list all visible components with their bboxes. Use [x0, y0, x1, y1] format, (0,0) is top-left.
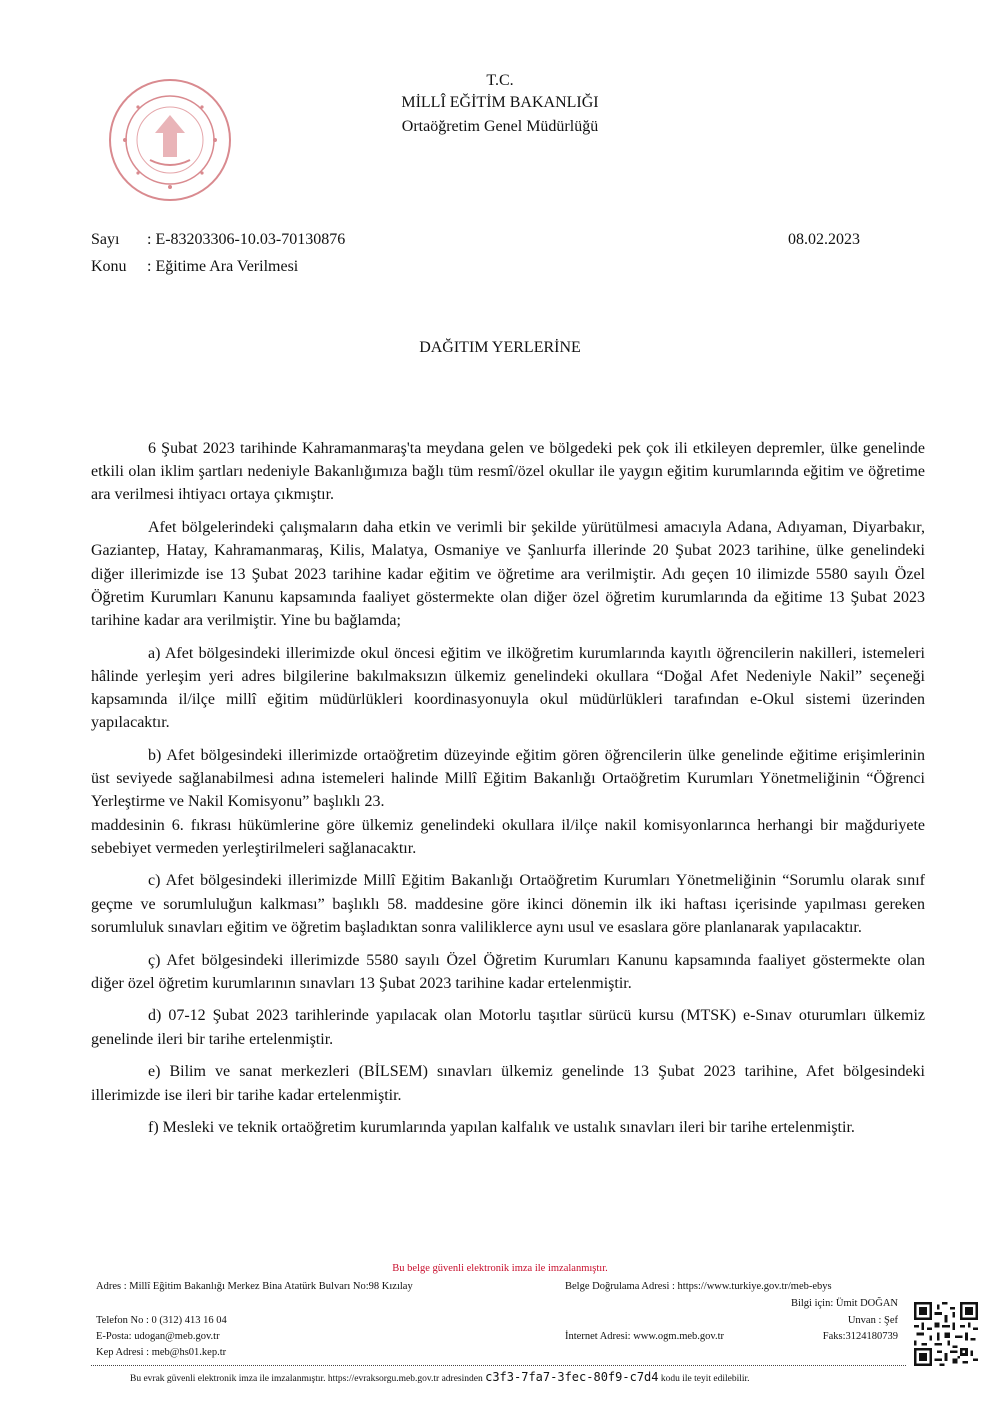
qr-code-icon [914, 1302, 978, 1366]
footer-email[interactable]: E-Posta: udogan@meb.gov.tr [96, 1331, 220, 1342]
footer-verification-line [130, 1369, 750, 1387]
item-e: e) Bilim ve sanat merkezleri (BİLSEM) sınavları ülkemiz genelinde 13 Şubat 2023 tarihine, Afet bölgesindeki illerimizde ise ileri bir tarihe kadar ertelenmiştir. [91, 1063, 925, 1104]
footer-title: Unvan : Şef [847, 1315, 898, 1326]
verification-code: c3f3-7fa7-3fec-80f9-c7d4 [485, 1370, 659, 1384]
distribution-title: DAĞITIM YERLERİNE [419, 339, 581, 356]
header-department: Ortaöğretim Genel Müdürlüğü [401, 118, 599, 135]
item-cc: ç) Afet bölgesindeki illerimizde 5580 sayılı Özel Öğretim Kurumları Kanunu kapsamında faaliyet göstermekte olan diğer özel öğretim kurumlarının sınavları 13 Şubat 2023 tarihine kadar ertelenmiştir. [91, 951, 925, 992]
sayi-value: : E-83203306-10.03-70130876 [147, 231, 346, 248]
item-b-part2: maddesinin 6. fıkrası hükümlerine göre ülkemiz genelindeki okullara il/ilçe nakil komisyonlarınca herhangi bir mağduriyete sebebiyet vermeden yerleştirilmeleri sağlanacaktır. [91, 816, 925, 857]
konu-label: Konu [91, 258, 127, 275]
footer-contact-person: Bilgi için: Ümit DOĞAN [790, 1298, 898, 1309]
paragraph-decision: Afet bölgelerindeki çalışmaların daha etkin ve verimli bir şekilde yürütülmesi amacıyla Adana, Adıyaman, Diyarbakır, Gaziantep, Hatay, Kahramanmaraş, Kilis, Malatya, Osmaniye ve Şanlıurfa illerinde 20 Şubat 2023 tarihine, ülke genelindeki diğer illerimizde ise 13 Şubat 2023 tarihine kadar eğitim ve öğretime ara verilmiştir. Adı geçen 10 ilimizde 5580 sayılı Özel Öğretim Kurumları Kanunu kapsamında faaliyet göstermekte olan diğer özel öğretim kurumlarında da eğitime 13 Şubat 2023 tarihine kadar ara verilmiştir. Yine bu bağlamda; [91, 519, 925, 629]
footer-address: Adres : Millî Eğitim Bakanlığı Merkez Bina Atatürk Bulvarı No:98 Kızılay [96, 1281, 413, 1292]
verification-suffix: kodu ile teyit edilebilir. [660, 1374, 750, 1384]
header-ministry-name: MİLLÎ EĞİTİM BAKANLIĞI [401, 94, 599, 111]
footer-phone: Telefon No : 0 (312) 413 16 04 [96, 1315, 227, 1326]
document-date: 08.02.2023 [788, 231, 860, 248]
item-a: a) Afet bölgesindeki illerimizde okul öncesi eğitim ve ilköğretim kurumlarında kayıtlı öğrencilerin nakilleri, istemeleri hâlinde yerleşim yeri adres bilgilerine bakılmaksızın ülkemiz genelindeki okullara “Doğal Afet Nedeniyle Nakil” seçeneği kapsamında il/ilçe millî eğitim müdürlükleri koordinasyonuyla okul müdürlükleri tarafından e-Okul sistemi üzerinden yapılacaktır. [91, 644, 925, 732]
footer-web[interactable]: İnternet Adresi: www.ogm.meb.gov.tr [565, 1331, 725, 1342]
item-c: c) Afet bölgesindeki illerimizde Millî Eğitim Bakanlığı Ortaöğretim Kurumları Yönetmeliğinin “Sorumlu olarak sınıf geçme ve sorumluluğun kalkması” başlıklı 58. maddesine göre ikinci dönemin ilk iki haftası içerisinde yapılması gereken sorumluluk sınavları eğitim ve öğretim başladıktan sonra valiliklerce aynı usul ve esaslara göre planlanarak yapılacaktır. [91, 872, 925, 936]
esign-notice: Bu belge güvenli elektronik imza ile imzalanmıştır. [392, 1263, 608, 1274]
item-f: f) Mesleki ve teknik ortaöğretim kurumlarında yapılan kalfalık ve ustalık sınavları ileri bir tarihe ertelenmiştir. [148, 1119, 855, 1137]
sayi-row [91, 231, 345, 249]
paragraph-intro: 6 Şubat 2023 tarihinde Kahramanmaraş'ta meydana gelen ve bölgedeki pek çok ili etkileyen depremler, ülke genelinde etkili olan iklim şartları nedeniyle Bakanlığımıza bağlı tüm resmî/özel okullar ile yaygın eğitim kurumlarında eğitim ve öğretime ara verilmesi ihtiyacı ortaya çıkmıştır. [91, 440, 925, 504]
header-line-tc: T.C. [486, 72, 514, 89]
item-d: d) 07-12 Şubat 2023 tarihlerinde yapılacak olan Motorlu taşıtlar sürücü kursu (MTSK) e-Sınav oturumları ülkemiz genelinde ileri bir tarihe ertelenmiştir. [91, 1007, 925, 1048]
verification-text: Bu evrak güvenli elektronik imza ile imzalanmıştır. https://evraksorgu.meb.gov.tr adresinden [130, 1374, 483, 1384]
footer-verify-link[interactable]: Belge Doğrulama Adresi : https://www.turkiye.gov.tr/meb-ebys [565, 1281, 832, 1292]
footer-fax: Faks:3124180739 [822, 1331, 898, 1342]
konu-row [91, 258, 298, 276]
item-b-part1: b) Afet bölgesindeki illerimizde ortaöğretim düzeyinde eğitim gören öğrencilerin ülke genelinde eğitime erişimlerinin üst seviyede sağlanabilmesi adına istemeleri halinde Millî Eğitim Bakanlığı Ortaöğretim Kurumları Yönetmeliğinin “Öğrenci Yerleştirme ve Nakil Komisyonu” başlıklı 23. [91, 746, 925, 811]
sayi-label: Sayı [91, 231, 120, 248]
footer-divider [91, 1365, 906, 1366]
footer-kep: Kep Adresi : meb@hs01.kep.tr [96, 1347, 227, 1358]
letter-body [91, 437, 925, 1149]
konu-value: : Eğitime Ara Verilmesi [147, 258, 299, 275]
